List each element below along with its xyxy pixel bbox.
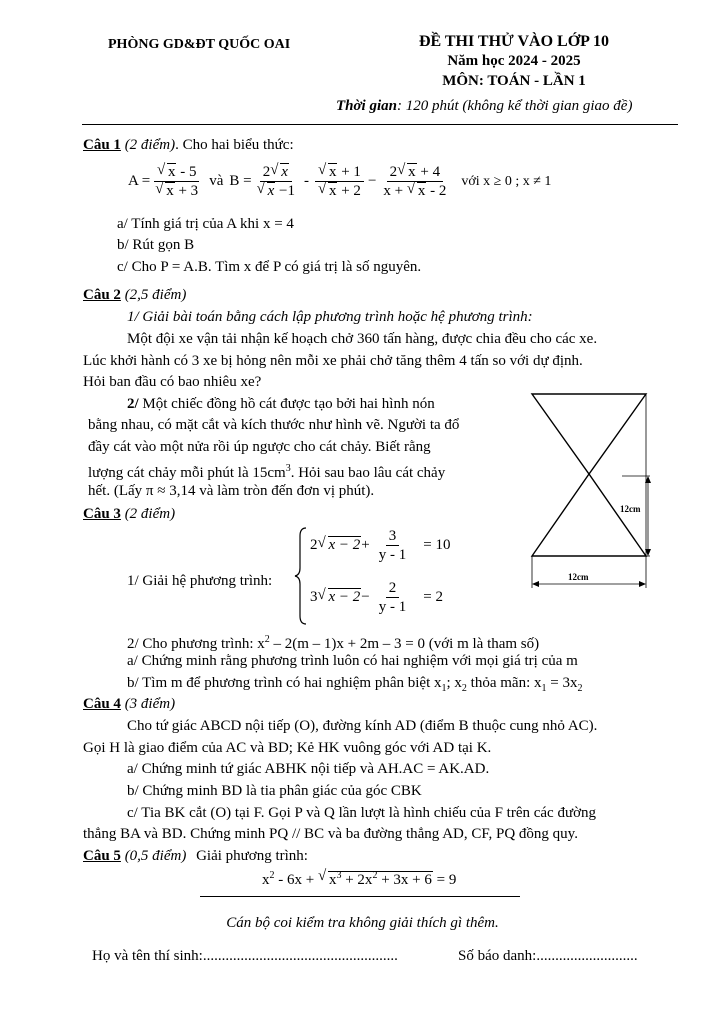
system-eq1: 2 √ x − 2 + $\frac{3}{y - 1}$ = 10	[310, 527, 450, 564]
q2-p2-line4: lượng cát chảy mỗi phút là $15cm^3$. Hỏi sau bao lâu cát chảy	[88, 463, 446, 481]
q3-points: (2 điểm)	[124, 506, 176, 522]
school-year: Năm học 2024 - 2025	[447, 53, 581, 69]
q2-heading	[83, 285, 186, 305]
q2-label: Câu 2	[83, 287, 121, 303]
width-label: 12cm	[568, 572, 589, 582]
q1-part-b: b/ Rút gọn B	[117, 237, 195, 253]
q3-p1-label: 1/ Giải hệ phương trình:	[127, 573, 273, 589]
q1-part-a: a/ Tính giá trị của A khi x = 4	[117, 216, 294, 232]
q3-part-b: b/ Tìm m để phương trình có hai nghiệm phân biệt $x_1$; $x_2$ thỏa mãn: $x_1 = 3x_2$	[127, 675, 583, 694]
q4-part-b: b/ Chứng minh BD là tia phân giác của góc CBK	[127, 783, 422, 799]
q4-part-a: a/ Chứng minh tứ giác ABHK nội tiếp và AH.AC = AK.AD.	[127, 761, 490, 777]
condition: với x ≥ 0 ; x ≠ 1	[461, 173, 552, 189]
b-fraction-1: 2√ x √ x −1	[254, 163, 298, 200]
q4-heading	[83, 694, 175, 714]
b-fraction-3: $\frac{2√ x + 4}{x + √ x - 2}$	[380, 163, 449, 200]
q3-heading	[83, 504, 175, 524]
and-word: và	[209, 173, 224, 189]
upper-cone	[532, 394, 646, 474]
system-eq2: 3 √ x − 2 − $\frac{2}{y - 1}$ = 2	[310, 579, 443, 616]
q2-p1-line2: Lúc khởi hành có 3 xe bị hỏng nên mỗi xe phải chở tăng thêm 4 tấn so với dự định.	[83, 353, 583, 369]
q2-points: (2,5 điểm)	[124, 287, 187, 303]
q3-p2: 2/ Cho phương trình: $x^2 - 2(m - 1)x + 2m - 3 = 0$ (với m là tham số)	[127, 634, 540, 652]
q3-label: Câu 3	[83, 506, 121, 522]
proctor-note: Cán bộ coi kiểm tra không giải thích gì thêm.	[226, 915, 499, 931]
subject: MÔN: TOÁN - LẦN 1	[442, 73, 586, 89]
header-divider	[82, 124, 678, 125]
q2-p2-line5: hết. (Lấy π ≈ 3,14 và làm tròn đến đơn vị phút).	[88, 483, 375, 499]
q2-p2-line3: đầy cát vào một nửa rồi úp ngược cho cát chảy. Biết rằng	[88, 439, 431, 455]
lower-cone	[532, 474, 646, 556]
q3-part-a: a/ Chứng minh rằng phương trình luôn có hai nghiệm với mọi giá trị của m	[127, 653, 578, 669]
q5-points: (0,5 điểm)	[124, 848, 187, 864]
height-label: 12cm	[620, 504, 641, 514]
minus-sign-1: -	[303, 173, 309, 189]
q2-p1-title: 1/ Giải bài toán bằng cách lập phương trình hoặc hệ phương trình:	[127, 309, 533, 325]
q4-part-c1: c/ Tia BK cắt (O) tại F. Gọi P và Q lần lượt là hình chiếu của F trên các đường	[127, 805, 597, 821]
b-lhs: B =	[229, 173, 252, 189]
a-lhs: A =	[128, 173, 151, 189]
q2-p2-line2: bằng nhau, có mặt cắt và kích thước như hình vẽ. Người ta đổ	[88, 417, 460, 433]
time-value: : 120 phút (không kể thời gian giao đề)	[396, 98, 633, 114]
q5-equation: $x^2 - 6x$ + √ $x^3 + 2x^2 + 3x + 6 = 9$	[262, 870, 456, 889]
system-brace	[294, 526, 308, 626]
a-fraction: √ x - 5 √ x + 3	[152, 163, 201, 200]
q5-intro: Giải phương trình:	[196, 848, 308, 864]
q2-p2-line1: 2/ Một chiếc đồng hồ cát được tạo bởi hai hình nón	[127, 396, 435, 412]
width-arrow-left	[532, 581, 539, 587]
q1-label: Câu 1	[83, 137, 121, 153]
department-name: PHÒNG GD&ĐT QUỐC OAI	[108, 37, 291, 52]
q2-p1-line1: Một đội xe vận tải nhận kế hoạch chở 360 tấn hàng, được chia đều cho các xe.	[127, 331, 598, 347]
q4-part-c2: thẳng BA và BD. Chứng minh PQ // BC và ba đường thẳng AD, CF, PQ đồng quy.	[83, 826, 578, 842]
q5-heading	[83, 846, 308, 866]
q1-heading	[83, 135, 294, 155]
q4-line1: Cho tứ giác ABCD nội tiếp (O), đường kính AD (điểm B thuộc cung nhỏ AC).	[127, 718, 598, 734]
q4-label: Câu 4	[83, 696, 121, 712]
q1-formula	[128, 163, 551, 200]
footer-divider	[200, 896, 520, 897]
q1-intro: . Cho hai biểu thức:	[175, 137, 294, 153]
q1-part-c: c/ Cho P = A.B. Tìm x để P có giá trị là số nguyên.	[117, 259, 422, 275]
candidate-name-field: Họ và tên thí sinh:....................................................	[92, 948, 398, 964]
time-label: Thời gian	[336, 98, 397, 114]
q2-p1-line3: Hỏi ban đầu có bao nhiêu xe?	[83, 374, 262, 390]
b-fraction-2: √ x + 1 √ x + 2	[315, 163, 364, 200]
exam-time	[336, 98, 632, 115]
hourglass-figure	[520, 388, 680, 598]
q4-line2: Gọi H là giao điểm của AC và BD; Kẻ HK vuông góc với AD tại K.	[83, 740, 492, 756]
q5-label: Câu 5	[83, 848, 121, 864]
q4-points: (3 điểm)	[124, 696, 176, 712]
width-arrow-right	[639, 581, 646, 587]
q1-points: (2 điểm)	[124, 137, 176, 153]
candidate-id-field: Số báo danh:...........................	[458, 948, 638, 964]
minus-sign-2: −	[367, 173, 377, 189]
exam-title: ĐỀ THI THỬ VÀO LỚP 10	[418, 33, 610, 50]
